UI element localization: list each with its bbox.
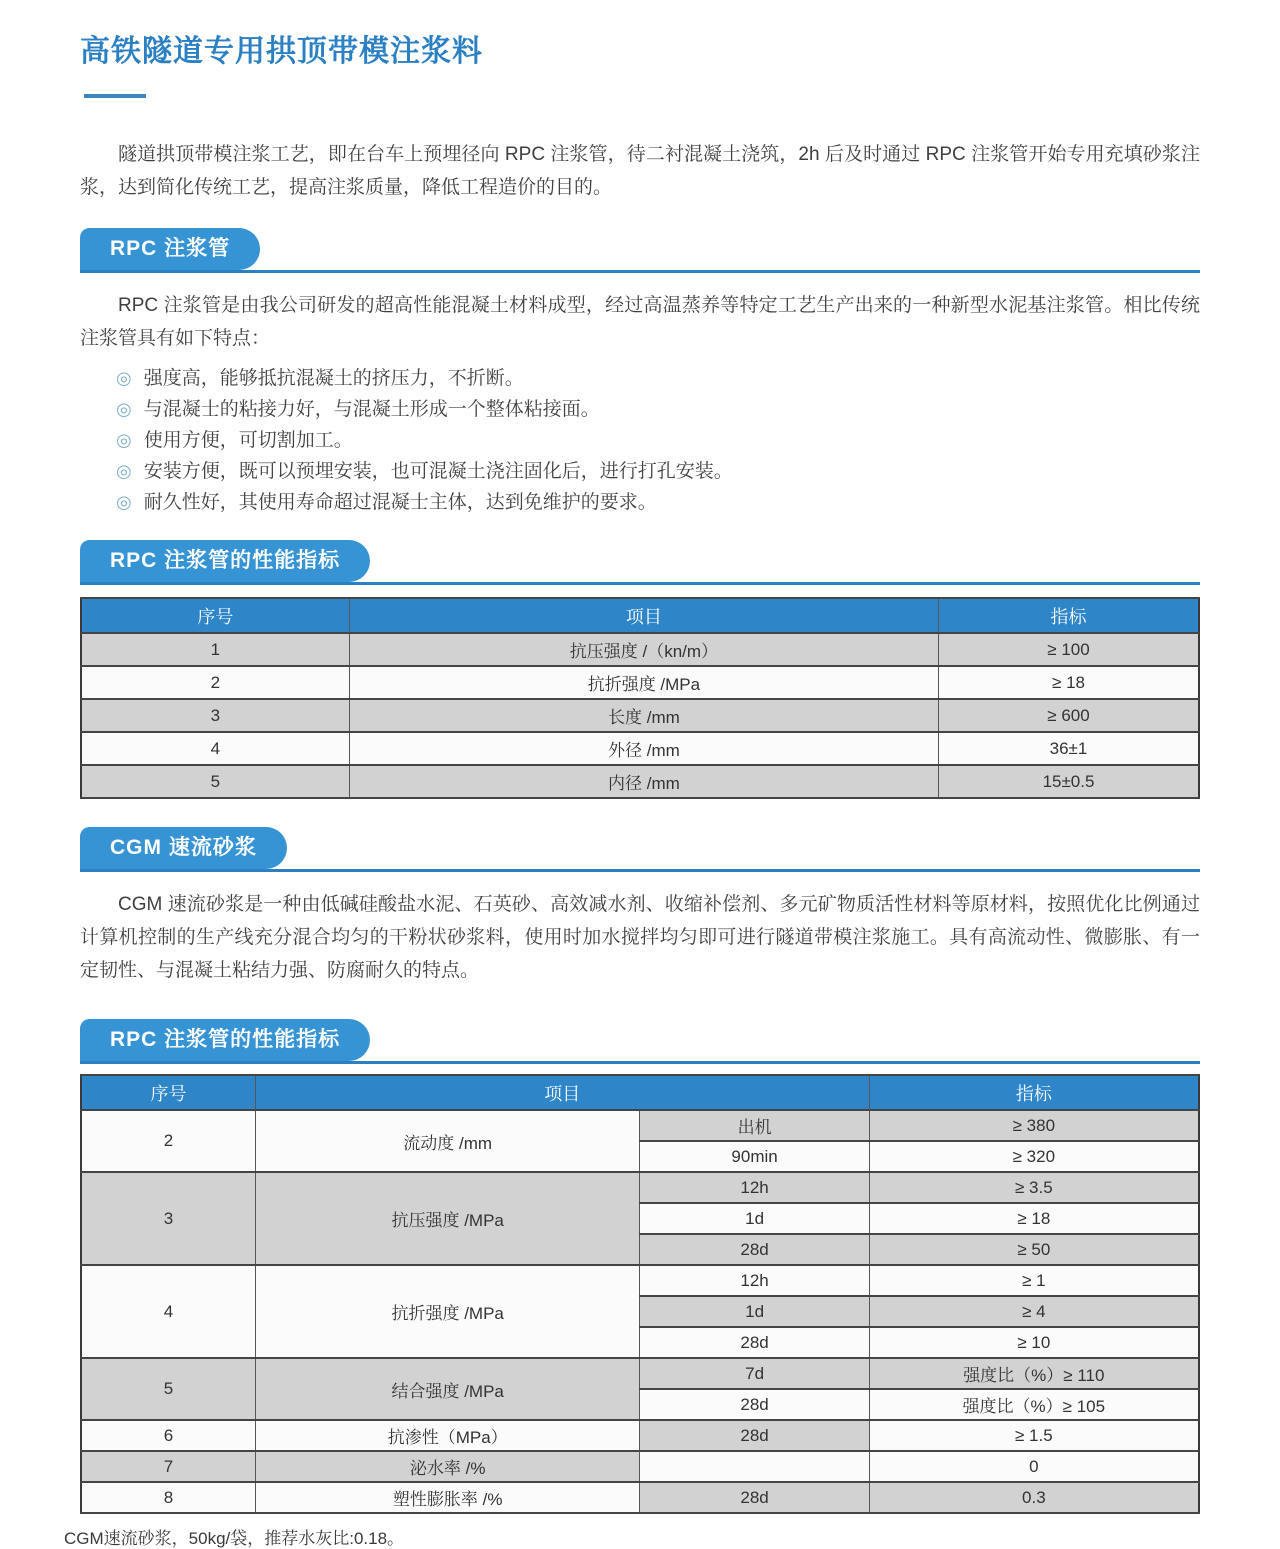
feature-text: 使用方便，可切割加工。 <box>143 430 353 451</box>
feature-item <box>80 487 1200 518</box>
table-cell-cond: 28d <box>640 1327 869 1358</box>
table-cell-cond: 7d <box>640 1358 869 1389</box>
feature-list <box>80 363 1200 518</box>
section-badge-cgm: CGM 速流砂浆 <box>80 827 287 869</box>
table-cell: 4 <box>81 732 349 765</box>
table-row <box>81 1172 1199 1203</box>
table-footnote: CGM速流砂浆，50kg/袋，推荐水灰比:0.18。 <box>64 1529 405 1548</box>
table-cell-item: 抗折强度 /MPa <box>255 1265 640 1358</box>
table-cell-cond: 90min <box>640 1141 869 1172</box>
table-header-cell: 指标 <box>939 598 1200 633</box>
table-header-row <box>81 598 1199 633</box>
title-underline <box>84 94 146 98</box>
table-cell-val: ≥ 50 <box>869 1234 1199 1265</box>
feature-item <box>80 363 1200 394</box>
table-row <box>81 1110 1199 1141</box>
table-cell: 3 <box>81 699 349 732</box>
table-row <box>81 1265 1199 1296</box>
table-header-cell: 指标 <box>869 1075 1199 1110</box>
table-cell-val: ≥ 4 <box>869 1296 1199 1327</box>
table-cell-val: 强度比（%）≥ 110 <box>869 1358 1199 1389</box>
table-row <box>81 765 1199 798</box>
bullseye-bullet-icon: ◎ <box>116 492 132 512</box>
table-cell-item: 抗压强度 /MPa <box>255 1172 640 1265</box>
table-cell: ≥ 18 <box>939 666 1200 699</box>
table-cell: ≥ 600 <box>939 699 1200 732</box>
bullseye-bullet-icon: ◎ <box>116 399 132 419</box>
table-cell-cond: 1d <box>640 1296 869 1327</box>
table-cell-no: 7 <box>81 1451 255 1482</box>
table-header-cell: 序号 <box>81 598 349 633</box>
table-row <box>81 732 1199 765</box>
table-cell-val: ≥ 380 <box>869 1110 1199 1141</box>
table-cell-item: 结合强度 /MPa <box>255 1358 640 1420</box>
table-header-cell: 项目 <box>255 1075 869 1110</box>
table-cell-cond: 1d <box>640 1203 869 1234</box>
table-cell: 15±0.5 <box>939 765 1200 798</box>
table-cell-no: 4 <box>81 1265 255 1358</box>
table-row <box>81 1420 1199 1451</box>
table-cell-cond: 28d <box>640 1234 869 1265</box>
table-header-row <box>81 1075 1199 1110</box>
table-cell-no: 6 <box>81 1420 255 1451</box>
table-cell-cond: 28d <box>640 1420 869 1451</box>
table-cell: 1 <box>81 633 349 666</box>
feature-item <box>80 394 1200 425</box>
table-cell: 5 <box>81 765 349 798</box>
table-cell-val: ≥ 1.5 <box>869 1420 1199 1451</box>
table-cell: 2 <box>81 666 349 699</box>
section-head-rpc-specs <box>80 540 1200 585</box>
table-cell-cond: 28d <box>640 1482 869 1513</box>
feature-item <box>80 456 1200 487</box>
table-cell-val: ≥ 18 <box>869 1203 1199 1234</box>
section-badge-rpc: RPC 注浆管 <box>80 228 260 270</box>
section-head-cgm-specs <box>80 1019 1200 1064</box>
feature-text: 强度高，能够抵抗混凝土的挤压力，不折断。 <box>143 368 524 389</box>
table-cell-no: 2 <box>81 1110 255 1172</box>
table-row <box>81 633 1199 666</box>
table-cell: 抗折强度 /MPa <box>349 666 938 699</box>
bullseye-bullet-icon: ◎ <box>116 368 132 388</box>
table-cell-cond: 12h <box>640 1265 869 1296</box>
table-cell-item: 塑性膨胀率 /% <box>255 1482 640 1513</box>
page-title: 高铁隧道专用拱顶带模注浆料 <box>80 35 483 68</box>
intro-paragraph: 隧道拱顶带模注浆工艺，即在台车上预埋径向 RPC 注浆管，待二衬混凝土浇筑，2h 后及时通过 RPC 注浆管开始专用充填砂浆注浆，达到简化传统工艺，提高注浆质量，降低工程造价的目的。 <box>80 144 1200 198</box>
cgm-description: CGM 速流砂浆是一种由低碱硅酸盐水泥、石英砂、高效减水剂、收缩补偿剂、多元矿物质活性材料等原材料，按照优化比例通过计算机控制的生产线充分混合均匀的干粉状砂浆料，使用时加水搅拌均匀即可进行隧道带模注浆施工。具有高流动性、微膨胀、有一定韧性、与混凝土粘结力强、防腐耐久的特点。 <box>80 894 1200 981</box>
table-row <box>81 699 1199 732</box>
cgm-spec-table <box>80 1074 1200 1514</box>
table-cell: 抗压强度 /（kn/m） <box>349 633 938 666</box>
bullseye-bullet-icon: ◎ <box>116 430 132 450</box>
table-cell-val: 强度比（%）≥ 105 <box>869 1389 1199 1420</box>
table-header-cell: 序号 <box>81 1075 255 1110</box>
rpc-description: RPC 注浆管是由我公司研发的超高性能混凝土材料成型，经过高温蒸养等特定工艺生产出来的一种新型水泥基注浆管。相比传统注浆管具有如下特点： <box>80 295 1200 349</box>
section-head-rpc <box>80 228 1200 273</box>
table-row <box>81 1358 1199 1389</box>
table-cell-val: ≥ 1 <box>869 1265 1199 1296</box>
feature-item <box>80 425 1200 456</box>
table-cell-cond: 出机 <box>640 1110 869 1141</box>
table-cell-cond: 12h <box>640 1172 869 1203</box>
table-row <box>81 1451 1199 1482</box>
table-cell-item: 抗渗性（MPa） <box>255 1420 640 1451</box>
table-cell-val: 0.3 <box>869 1482 1199 1513</box>
table-cell-no: 5 <box>81 1358 255 1420</box>
table-cell-cond: 28d <box>640 1389 869 1420</box>
feature-text: 与混凝士的粘接力好，与混凝土形成一个整体粘接面。 <box>143 399 600 420</box>
table-cell-val: ≥ 320 <box>869 1141 1199 1172</box>
table-cell: 36±1 <box>939 732 1200 765</box>
feature-text: 耐久性好，其使用寿命超过混凝士主体，达到免维护的要求。 <box>143 492 657 513</box>
section-badge-rpc-specs: RPC 注浆管的性能指标 <box>80 540 370 582</box>
table-cell: ≥ 100 <box>939 633 1200 666</box>
table-cell-val: ≥ 10 <box>869 1327 1199 1358</box>
table-cell-item: 流动度 /mm <box>255 1110 640 1172</box>
table-cell: 长度 /mm <box>349 699 938 732</box>
table-cell: 内径 /mm <box>349 765 938 798</box>
table-row <box>81 1482 1199 1513</box>
section-head-cgm <box>80 827 1200 872</box>
table-cell-val: 0 <box>869 1451 1199 1482</box>
feature-text: 安装方便，既可以预埋安装，也可混凝土浇注固化后，进行打孔安装。 <box>143 461 733 482</box>
table-cell-no: 3 <box>81 1172 255 1265</box>
section-badge-cgm-specs: RPC 注浆管的性能指标 <box>80 1019 370 1061</box>
table-cell: 外径 /mm <box>349 732 938 765</box>
table-cell-no: 8 <box>81 1482 255 1513</box>
table-cell-val: ≥ 3.5 <box>869 1172 1199 1203</box>
table-cell-item: 泌水率 /% <box>255 1451 640 1482</box>
table-row <box>81 666 1199 699</box>
bullseye-bullet-icon: ◎ <box>116 461 132 481</box>
rpc-spec-table <box>80 597 1200 799</box>
table-cell-cond <box>640 1451 869 1482</box>
table-header-cell: 项目 <box>349 598 938 633</box>
